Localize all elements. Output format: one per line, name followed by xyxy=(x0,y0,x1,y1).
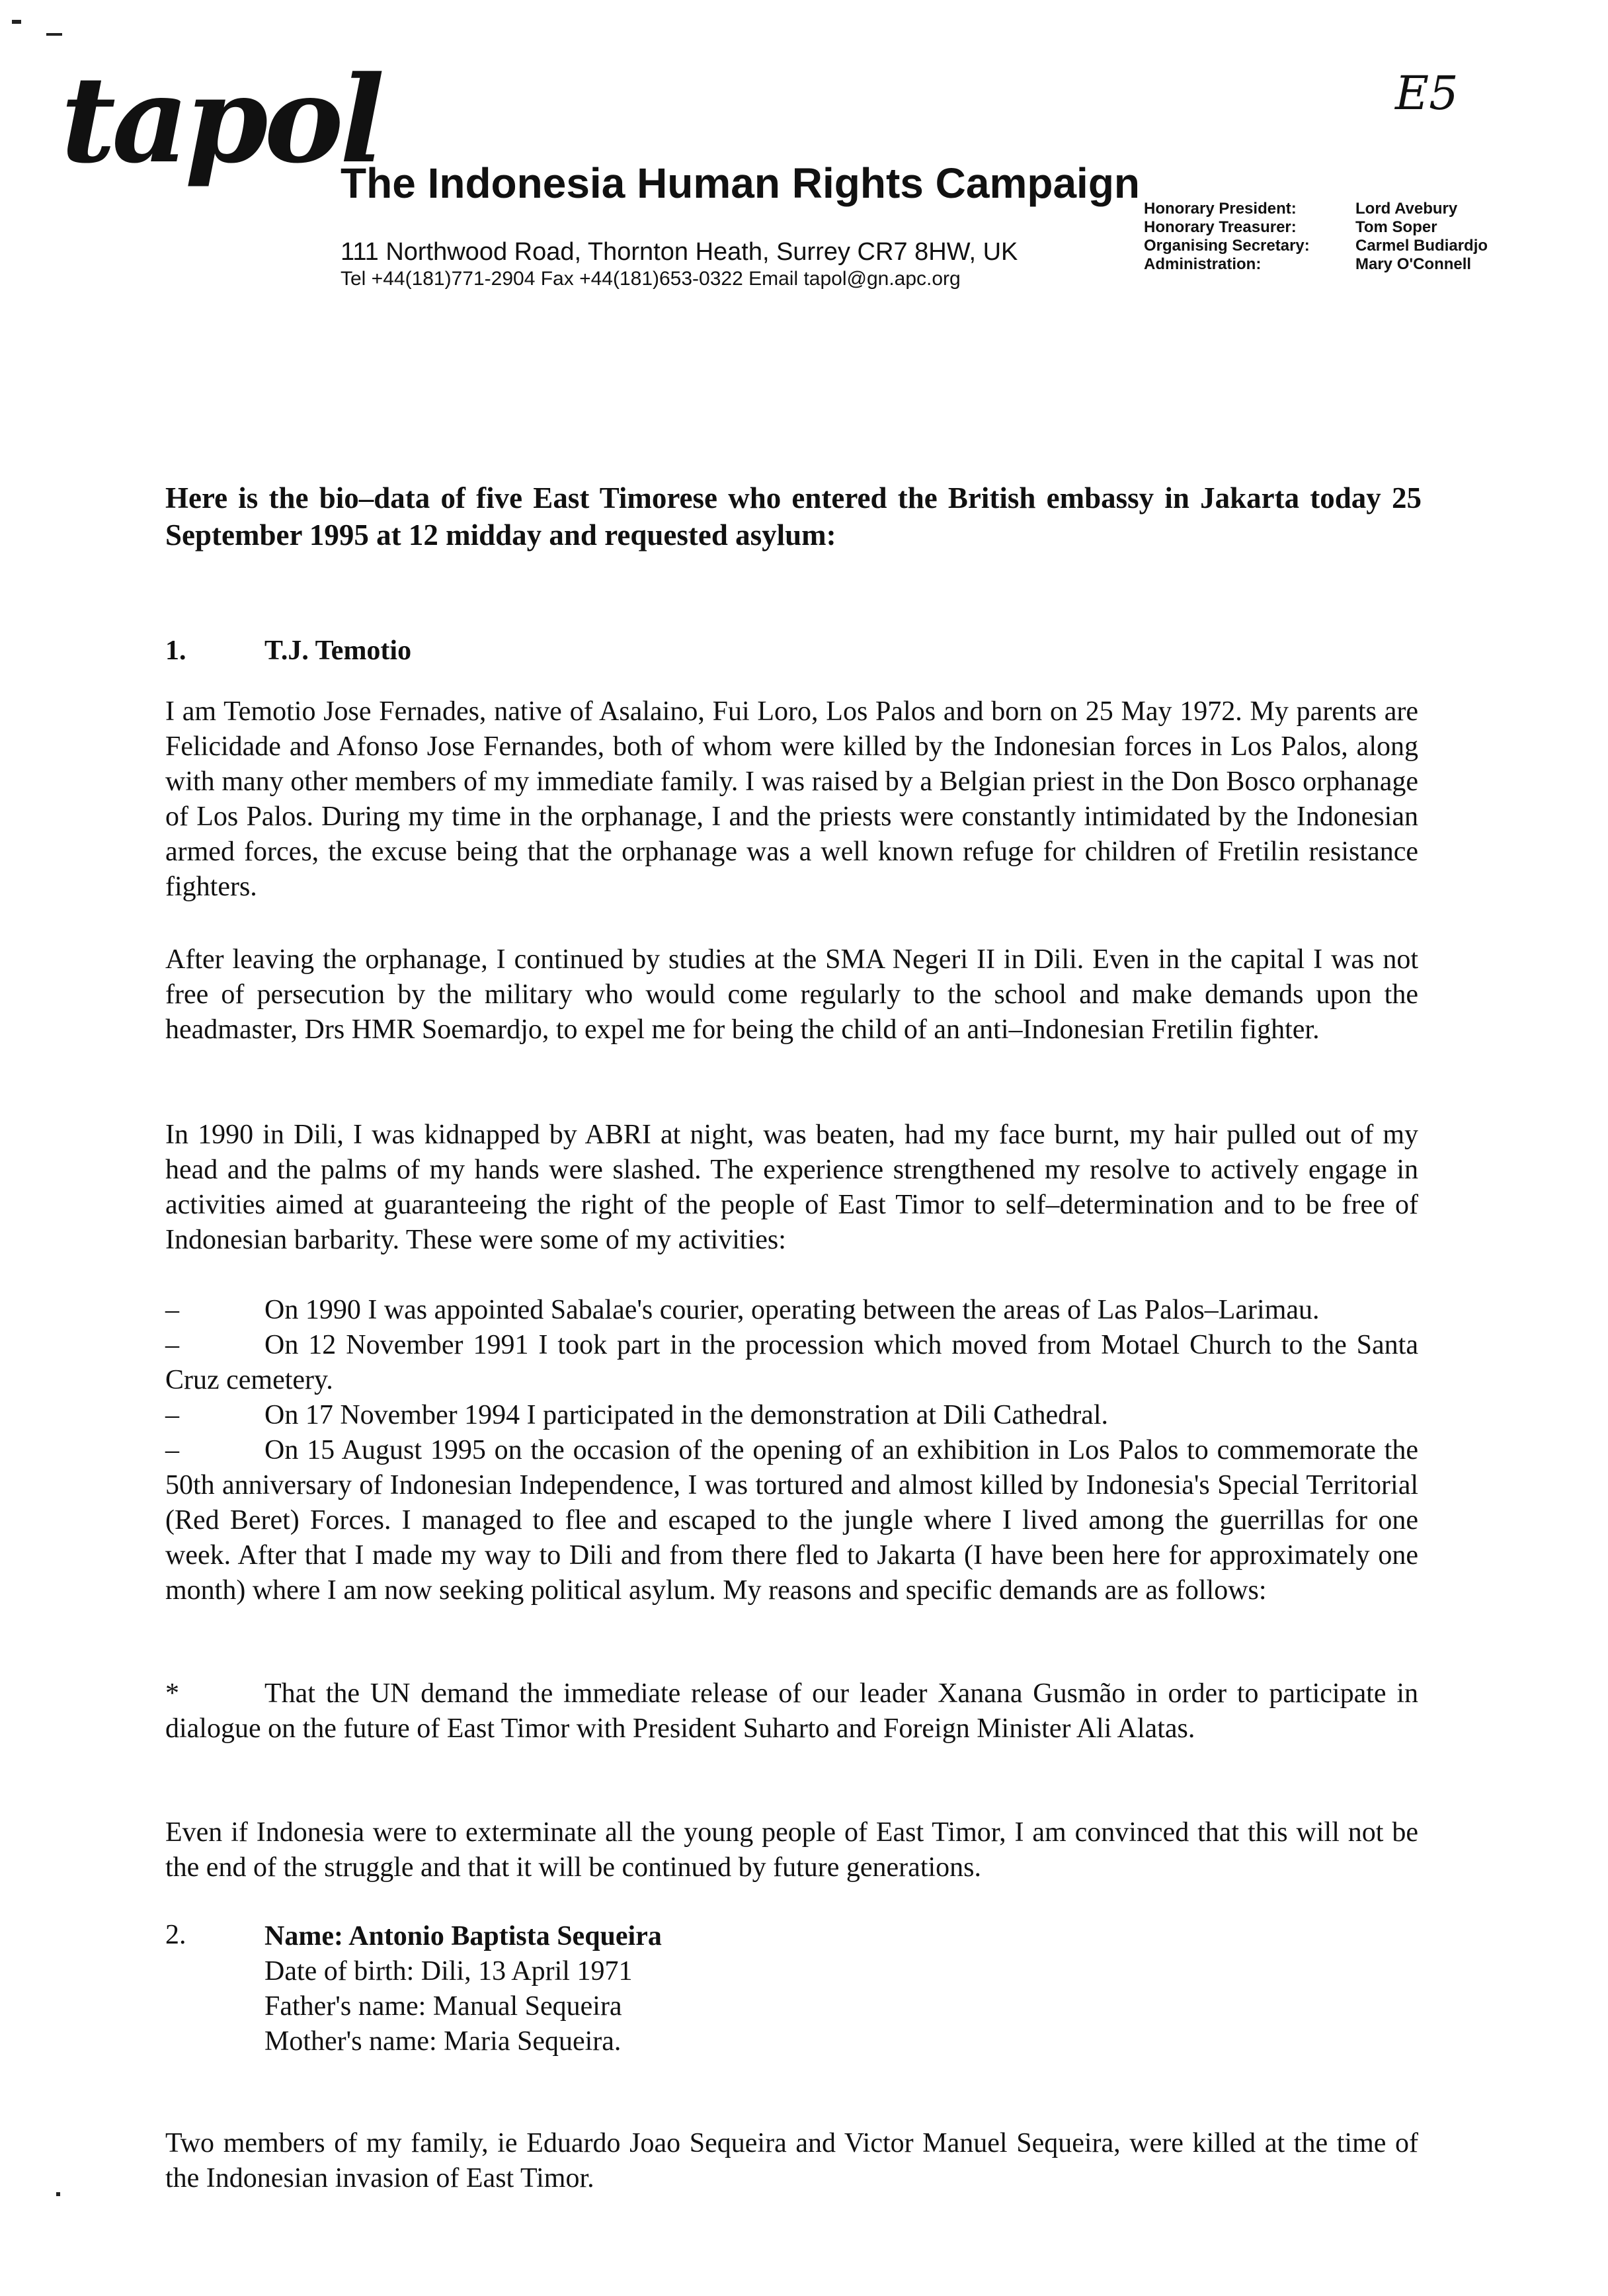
officer-row xyxy=(1144,255,1488,274)
organization-address: 111 Northwood Road, Thornton Heath, Surrey CR7 8HW, UK xyxy=(341,238,1018,266)
officer-role: Honorary President: xyxy=(1144,200,1297,218)
officer-row xyxy=(1144,200,1488,218)
scan-speck xyxy=(56,2192,60,2196)
officer-row xyxy=(1144,218,1488,237)
bio-block xyxy=(264,1919,662,2059)
bio-name: Name: Antonio Baptista Sequeira xyxy=(264,1921,662,1951)
section-title: T.J. Temotio xyxy=(264,636,412,666)
section-number: 2. xyxy=(165,1920,186,1950)
list-item xyxy=(165,1293,1418,1328)
handwritten-note: E5 xyxy=(1395,66,1459,120)
scan-speck xyxy=(12,20,21,24)
list-item-text: On 1990 I was appointed Sabalae's courier, operating between the areas of Las Palos–Larimau. xyxy=(264,1295,1320,1325)
logo-text: tapol xyxy=(61,50,382,190)
demand-item xyxy=(165,1676,1418,1746)
bio-dob: Date of birth: Dili, 13 April 1971 xyxy=(264,1956,633,1987)
officer-role: Honorary Treasurer: xyxy=(1144,218,1297,236)
list-item-text: On 17 November 1994 I participated in the demonstration at Dili Cathedral. xyxy=(264,1400,1108,1430)
paragraph: Even if Indonesia were to exterminate all the young people of East Timor, I am convinced that this will not be the end of the struggle and that it will be continued by future generations. xyxy=(165,1817,1418,1883)
list-item xyxy=(165,1433,1418,1608)
intro-heading: Here is the bio–data of five East Timorese who entered the British embassy in Jakarta today 25 September 1995 at 12 midday and requested asylum: xyxy=(165,481,1422,552)
dash-bullet: – xyxy=(165,1400,179,1430)
list-item-text: On 12 November 1991 I took part in the procession which moved from Motael Church to the Santa Cruz cemetery. xyxy=(165,1330,1418,1395)
organization-name: The Indonesia Human Rights Campaign xyxy=(341,159,1140,207)
dash-bullet: – xyxy=(165,1435,179,1465)
officer-name: Tom Soper xyxy=(1355,218,1437,236)
paragraph: In 1990 in Dili, I was kidnapped by ABRI at night, was beaten, had my face burnt, my hair pulled out of my head and the palms of my hands were slashed. The experience strengthened my resolve to actively engage in activities aimed at guaranteeing the right of the people of East Timor to self–determination and to be free of Indonesian barbarity. These were some of my activities: xyxy=(165,1120,1418,1255)
scan-speck xyxy=(46,33,62,36)
tapol-logo xyxy=(61,50,382,259)
demand-text: That the UN demand the immediate release of our leader Xanana Gusmão in order to participate in dialogue on the future of East Timor with President Suharto and Foreign Minister Ali Alatas. xyxy=(165,1678,1418,1744)
paragraph: After leaving the orphanage, I continued by studies at the SMA Negeri II in Dili. Even in the capital I was not free of persecution by the military who would come regularly to the school and make demands upon the headmaster, Drs HMR Soemardjo, to expel me for being the child of an anti–Indonesian Fretilin fighter. xyxy=(165,944,1418,1045)
organization-contact: Tel +44(181)771-2904 Fax +44(181)653-0322 Email tapol@gn.apc.org xyxy=(341,268,961,290)
officer-row xyxy=(1144,237,1488,255)
officers-list xyxy=(1144,200,1488,274)
officer-name: Lord Avebury xyxy=(1355,200,1458,218)
officer-role: Administration: xyxy=(1144,255,1262,273)
list-item xyxy=(165,1398,1418,1433)
asterisk-bullet: * xyxy=(165,1678,179,1709)
dash-bullet: – xyxy=(165,1295,179,1325)
officer-role: Organising Secretary: xyxy=(1144,237,1310,255)
officer-name: Carmel Budiardjo xyxy=(1355,237,1488,255)
list-item xyxy=(165,1328,1418,1398)
list-item-text: On 15 August 1995 on the occasion of the opening of an exhibition in Los Palos to commemorate the 50th anniversary of Indonesian Independence, I was tortured and almost killed by Indonesia's Special Territorial (Red Beret) Forces. I managed to flee and escaped to the jungle where I lived among the guerrillas for one week. After that I made my way to Dili and from there fled to Jakarta (I have been here for approximately one month) where I am now seeking political asylum. My reasons and specific demands are as follows: xyxy=(165,1435,1418,1606)
dash-bullet: – xyxy=(165,1330,179,1360)
bio-mother: Mother's name: Maria Sequeira. xyxy=(264,2026,622,2057)
bio-father: Father's name: Manual Sequeira xyxy=(264,1991,622,2022)
section-number: 1. xyxy=(165,636,186,666)
officer-name: Mary O'Connell xyxy=(1355,255,1472,273)
paragraph: I am Temotio Jose Fernades, native of Asalaino, Fui Loro, Los Palos and born on 25 May 1972. My parents are Felicidade and Afonso Jose Fernandes, both of whom were killed by the Indonesian forces in Los Palos, along with many other members of my immediate family. I was raised by a Belgian priest in the Don Bosco orphanage of Los Palos. During my time in the orphanage, I and the priests were constantly intimidated by the Indonesian armed forces, the excuse being that the orphanage was a well known refuge for children of Fretilin resistance fighters. xyxy=(165,696,1418,902)
paragraph: Two members of my family, ie Eduardo Joao Sequeira and Victor Manuel Sequeira, were killed at the time of the Indonesian invasion of East Timor. xyxy=(165,2128,1418,2194)
